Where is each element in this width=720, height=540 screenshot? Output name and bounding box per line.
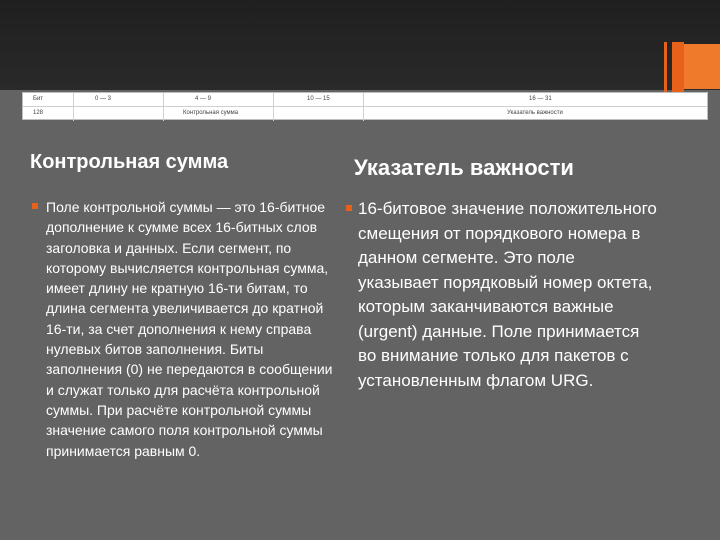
table-cell: 4 — 9	[195, 96, 212, 102]
right-column-text: 16-битовое значение положительного смещения от порядкового номера в данном сегменте. Это поле указывает порядковый номер октета, которым заканчиваются важные (urgent) данные. Поле принимается во внимание только для пакетов с установленным флагом URG.	[358, 199, 657, 390]
table-cell: 128	[33, 110, 44, 116]
table-cell: 0 — 3	[95, 96, 112, 102]
table-cell: Контрольная сумма	[183, 110, 239, 116]
top-band	[0, 0, 720, 90]
tcp-header-table	[22, 92, 708, 120]
table-cell: 16 — 31	[529, 96, 552, 102]
left-column-title: Контрольная сумма	[30, 151, 229, 173]
bullet-icon	[32, 203, 38, 209]
left-column-text: Поле контрольной суммы — это 16-битное дополнение к сумме всех 16-битных слов заголовка и данных. Если сегмент, по которому вычисляется контрольная сумма, имеет длину не кратную 16-ти битам, то длина сегмента увеличивается до кратной 16-ти, за счет дополнения к нему справа нулевых битов заполнения. Биты заполнения (0) не передаются в сообщении и служат только для расчёта контрольной суммы. При расчёте контрольной суммы значение самого поля контрольной суммы принимается равным 0.	[46, 199, 333, 459]
table-row	[23, 107, 707, 121]
table-cell: Указатель важности	[507, 110, 563, 116]
bullet-icon	[346, 205, 352, 211]
table-cell: 10 — 15	[307, 96, 330, 102]
accent-bar	[684, 44, 720, 89]
accent-bar	[672, 42, 684, 92]
table-row	[23, 93, 707, 107]
accent-bar	[664, 42, 667, 92]
right-column-title: Указатель важности	[354, 155, 574, 180]
table-cell: Бит	[33, 96, 44, 102]
